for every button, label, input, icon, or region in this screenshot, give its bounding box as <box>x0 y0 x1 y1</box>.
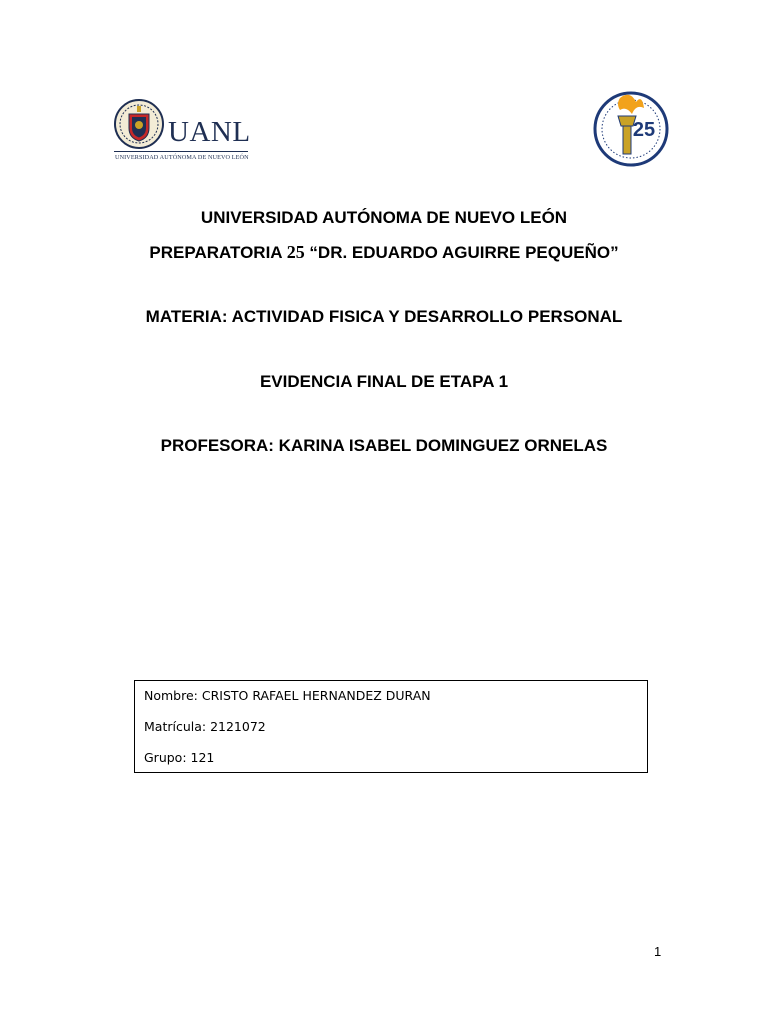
student-name: Nombre: CRISTO RAFAEL HERNANDEZ DURAN <box>144 688 431 703</box>
prepa-25-logo <box>590 88 672 170</box>
prepa-suffix: “DR. EDUARDO AGUIRRE PEQUEÑO” <box>304 243 619 262</box>
student-group: Grupo: 121 <box>144 750 215 765</box>
uanl-wordmark: UANL <box>168 116 251 148</box>
university-name: UNIVERSIDAD AUTÓNOMA DE NUEVO LEÓN <box>200 208 568 227</box>
uanl-logo-subtitle: UNIVERSIDAD AUTÓNOMA DE NUEVO LEÓN <box>115 154 249 161</box>
teacher-line: PROFESORA: KARINA ISABEL DOMINGUEZ ORNELAS <box>160 436 608 455</box>
logo-divider <box>114 151 248 152</box>
page-number: 1 <box>654 944 662 959</box>
uanl-logo <box>112 98 252 164</box>
uanl-seal-icon <box>114 98 164 150</box>
prepa-number-label: 25 <box>632 119 656 141</box>
student-info-box <box>134 680 648 773</box>
prepa-name <box>0 242 768 263</box>
subject-line: MATERIA: ACTIVIDAD FISICA Y DESARROLLO PERSONAL <box>145 307 623 326</box>
student-id: Matrícula: 2121072 <box>144 719 266 734</box>
assignment-title: EVIDENCIA FINAL DE ETAPA 1 <box>259 372 509 391</box>
prepa-prefix: PREPARATORIA <box>149 243 287 262</box>
prepa-number: 25 <box>286 242 305 262</box>
